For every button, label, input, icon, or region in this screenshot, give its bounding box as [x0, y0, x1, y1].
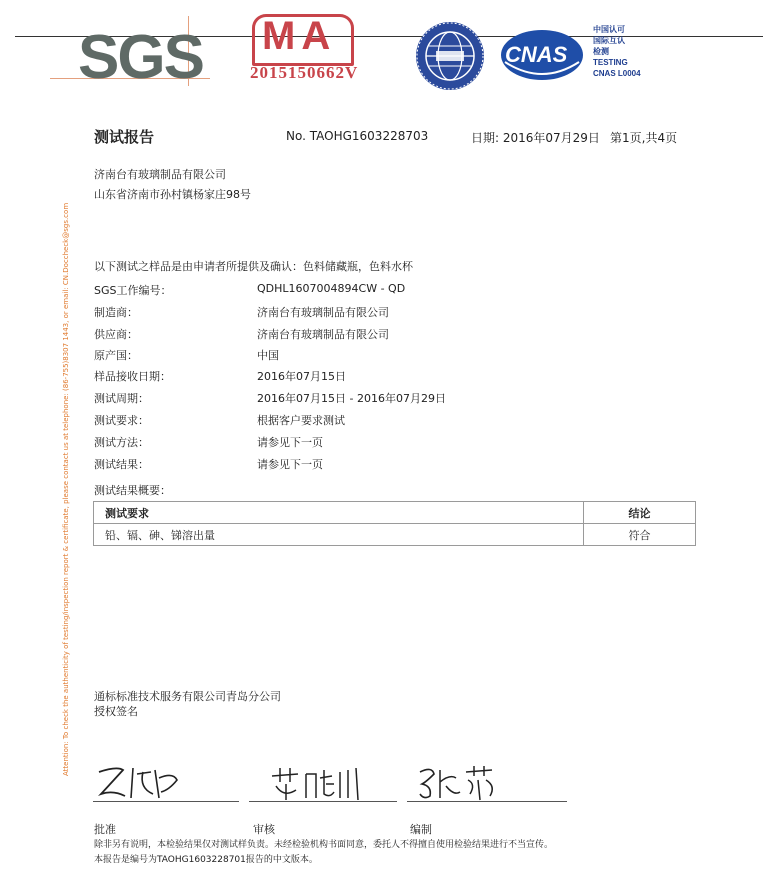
sgs-logo: SGS: [78, 23, 203, 92]
field-label: 测试结果：: [94, 458, 149, 471]
signature-compile: [416, 762, 506, 804]
report-date: 日期: 2016年07月29日: [471, 131, 600, 145]
table-cell: 铅、镉、砷、锑溶出量: [94, 524, 584, 546]
signatory-label: 授权签名: [94, 705, 138, 718]
field-value: 中国: [257, 349, 279, 362]
field-value: 请参见下一页: [257, 436, 323, 449]
field-value: 2016年07月15日: [257, 370, 346, 383]
report-number: No. TAOHG1603228703: [286, 129, 429, 143]
field-value: 根据客户要求测试: [257, 414, 345, 427]
header-cell-conclusion: 结论: [584, 502, 696, 524]
field-label: 供应商：: [94, 328, 138, 341]
cnas-logo-text: CNAS: [505, 42, 568, 67]
cma-number: 2015150662V: [250, 63, 359, 82]
cnas-side-line: 中国认可: [593, 25, 625, 34]
header-cell-requirement: 测试要求: [94, 502, 584, 524]
field-label: 测试方法：: [94, 436, 149, 449]
signatory-company: 通标标准技术服务有限公司青岛分公司: [94, 690, 281, 703]
client-name: 济南台有玻璃制品有限公司: [94, 168, 226, 181]
footer-version-note: 本报告是编号为TAOHG1603228701报告的中文版本。: [94, 855, 318, 865]
signature-approve: [93, 760, 193, 802]
summary-title: 测试结果概要：: [94, 484, 171, 497]
ilac-globe-icon: [414, 20, 486, 92]
field-label: 制造商：: [94, 306, 138, 319]
cma-logo: MA: [262, 14, 337, 58]
field-label: 原产国：: [94, 349, 138, 362]
field-value: 济南台有玻璃制品有限公司: [257, 328, 389, 341]
field-value: 2016年07月15日 - 2016年07月29日: [257, 392, 446, 405]
page-indicator: 第1页,共4页: [610, 131, 678, 145]
cnas-side-line: CNAS L0004: [593, 69, 641, 78]
review-label: 审核: [253, 823, 275, 836]
field-value: 济南台有玻璃制品有限公司: [257, 306, 389, 319]
table-header-row: [94, 502, 696, 524]
field-label: 样品接收日期：: [94, 370, 171, 383]
table-cell: 符合: [584, 524, 696, 546]
sample-intro: 以下测试之样品是由申请者所提供及确认：色料储藏瓶，色料水杯: [94, 260, 413, 273]
summary-table: [93, 501, 696, 546]
field-value: QDHL1607004894CW - QD: [257, 282, 406, 295]
table-row: [94, 524, 696, 546]
cnas-accreditation-text: [593, 24, 641, 79]
signature-line-review: [249, 801, 397, 802]
cnas-side-line: 检测: [593, 47, 609, 56]
field-label: 测试周期：: [94, 392, 149, 405]
field-value: 请参见下一页: [257, 458, 323, 471]
cnas-side-line: TESTING: [593, 58, 628, 67]
client-address: 山东省济南市孙村镇杨家庄98号: [94, 188, 251, 201]
report-title: 测试报告: [94, 128, 155, 146]
signature-line-compile: [407, 801, 567, 802]
field-label: SGS工作编号：: [94, 284, 172, 297]
compile-label: 编制: [410, 823, 432, 836]
authenticity-note: Attention: To check the authenticity of testing/inspection report & certificate, please contact us at telephone: (86-755)8307 1443, or email: CN.Doccheck@sgs.com: [62, 202, 70, 776]
approve-label: 批准: [94, 823, 116, 836]
signature-line-approve: [93, 801, 239, 802]
signature-review: [268, 764, 368, 804]
cnas-side-line: 国际互认: [593, 36, 625, 45]
footer-disclaimer: 除非另有说明，本检验结果仅对测试样负责。未经检验机构书面同意，委托人不得擅自使用检验结果进行不当宣传。: [94, 840, 554, 850]
field-label: 测试要求：: [94, 414, 149, 427]
